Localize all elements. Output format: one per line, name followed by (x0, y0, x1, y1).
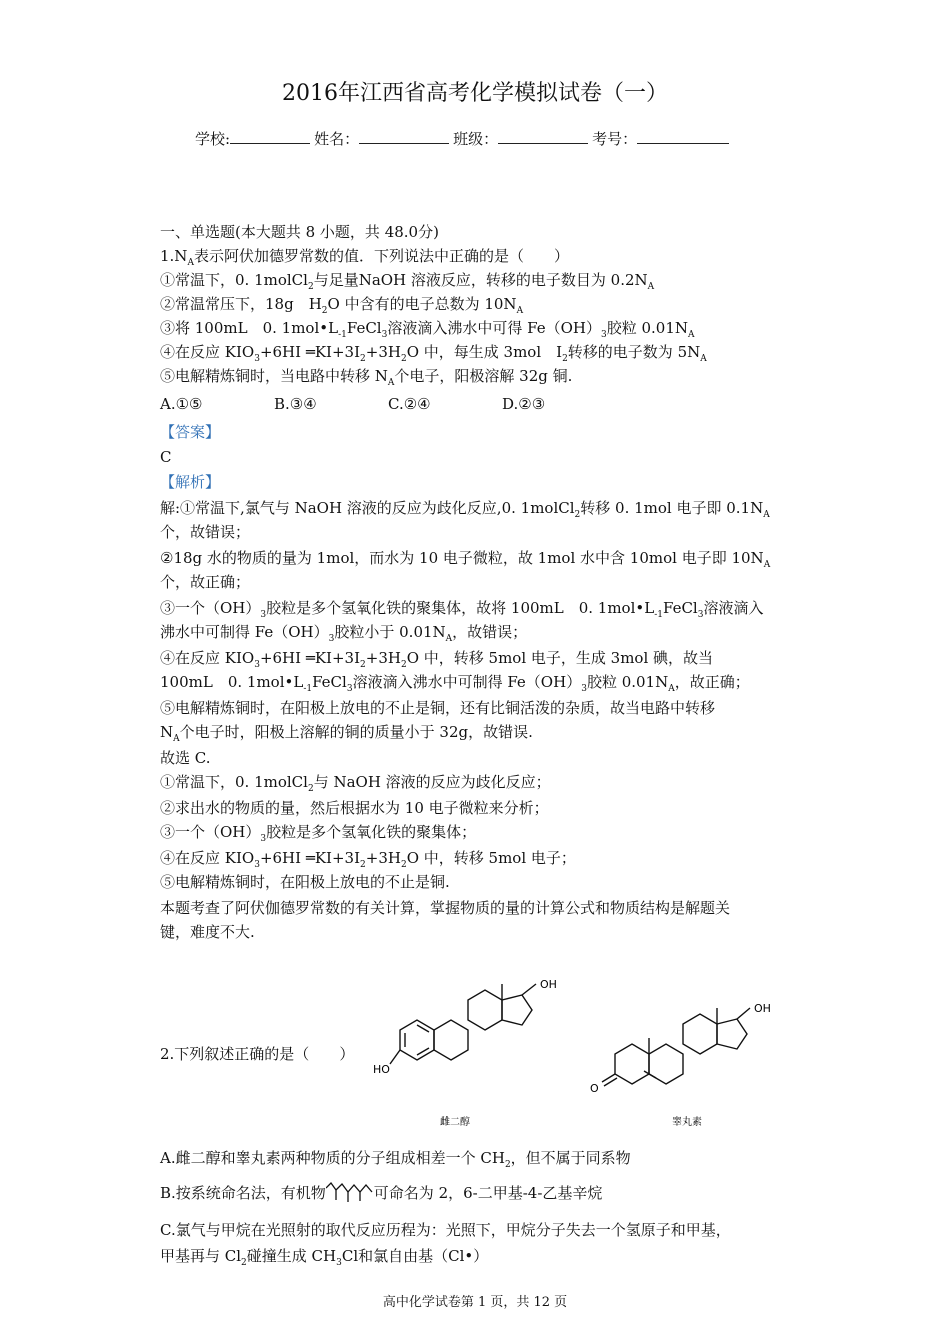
q2-option-c-cont: 甲基再与 $Cl_2$碰撞生成 $CH_3Cl$和氯自由基（Cl•） (160, 1247, 489, 1268)
analysis-line: ③一个$(OH)_3$胶粒是多个氢氧化铁的聚集体； (160, 823, 477, 844)
estradiol-ring-d (502, 995, 532, 1025)
q1-statement-5: ⑤电解精炼铜时，当电路中转移 $N_A$个电子，阳极溶解 32g 铜. (160, 367, 573, 388)
analysis-line: 沸水中可制得 $Fe(OH)_3$胶粒小于 $0.01N_A$，故错误； (160, 623, 528, 644)
analysis-line: ④在反应 $KIO_3+6HI$ $═KI+3I_2+3H_2O$ 中，转移 5mol 电子，生成 3mol 碘，故当 (160, 649, 714, 670)
testosterone-ring-a (615, 1044, 649, 1084)
analysis-line: 键，难度不大. (160, 923, 255, 941)
class-blank (498, 129, 588, 144)
q1-statement-4: ④在反应 $KIO_3+6HI$ $═KI+3I_2+3H_2O$ 中，每生成 3mol $I_2$转移的电子数为 $5N_A$ (160, 343, 707, 364)
o-label: O (590, 1082, 599, 1095)
q1-options (160, 392, 616, 416)
exam-no-blank (637, 129, 729, 144)
answer-value: C (160, 448, 172, 466)
analysis-label: 【解析】 (160, 473, 221, 491)
ho-label: HO (373, 1063, 390, 1076)
analysis-line: ⑤电解精炼铜时，在阳极上放电的不止是铜，还有比铜活泼的杂质，故当电路中转移 (160, 699, 716, 717)
q1-option-c[interactable]: C.②④ (388, 395, 431, 413)
estradiol-name: 雌二醇 (440, 1117, 470, 1128)
analysis-line: ⑤电解精炼铜时，在阳极上放电的不止是铜. (160, 873, 450, 891)
analysis-line: 个，故错误； (160, 523, 251, 541)
q1-statement-2: ②常温常压下，18g $H_2O$ 中含有的电子总数为 $10N_A$ (160, 295, 524, 316)
q1-statement-3: ③将 100mL 0. $1mol•L_{-1}FeCl_3$溶液滴入沸水中可得 $Fe(OH)_3$胶粒 $0.01N_A$ (160, 319, 695, 340)
analysis-line: $N_A$个电子时，阳极上溶解的铜的质量小于 32g，故错误. (160, 723, 533, 744)
analysis-line: ③一个$(OH)_3$胶粒是多个氢氧化铁的聚集体，故将 100mL 0. $1mol•L_{-1}FeCl_3$溶液滴入 (160, 599, 764, 620)
branched-alkane-structure (326, 1180, 374, 1204)
analysis-line: ①常温下，0. 1molCl$_2$与 NaOH 溶液的反应为歧化反应； (160, 773, 551, 794)
q1-option-d[interactable]: D.②③ (502, 395, 546, 413)
answer-label: 【答案】 (160, 423, 221, 441)
exam-no-label: 考号： (592, 130, 638, 148)
q2-option-b[interactable]: B.按系统命名法，有机物 可命名为 2，6-二甲基-4-乙基辛烷 (160, 1180, 602, 1205)
section-heading: 一、单选题(本大题共 8 小题，共 48.0分) (160, 223, 439, 241)
oh-label: OH (754, 1002, 771, 1015)
page-title: 2016年江西省高考化学模拟试卷（一） (282, 81, 668, 106)
testosterone-name: 睾丸素 (672, 1117, 702, 1128)
q2-option-c[interactable]: C.氯气与甲烷在光照射的取代反应历程为：光照下，甲烷分子失去一个氢原子和甲基， (160, 1221, 731, 1239)
analysis-line: ②求出水的物质的量，然后根据水为 10 电子微粒来分析； (160, 799, 549, 817)
analysis-line: 解:①常温下,氯气与 NaOH 溶液的反应为歧化反应,0. 1molCl$_2$转移 0. 1mol 电子即 $0.1N_A$ (160, 499, 770, 520)
q1-option-b[interactable]: B.③④ (274, 395, 317, 413)
steroid-structures-figure (370, 972, 810, 1134)
estradiol-ring-c (468, 990, 502, 1030)
q1-stem: $1.N_A$表示阿伏加德罗常数的值．下列说法中正确的是（ ） (160, 247, 569, 268)
testosterone-ring-d (717, 1019, 747, 1049)
student-info-line (195, 128, 733, 149)
analysis-line: 个，故正确； (160, 573, 251, 591)
page-footer: 高中化学试卷第 1 页，共 12 页 (382, 1295, 568, 1310)
q2-stem: 2.下列叙述正确的是（ ） (160, 1045, 355, 1063)
school-blank (230, 129, 310, 144)
testosterone-ring-c (683, 1014, 717, 1054)
oh-label: OH (540, 978, 557, 991)
analysis-line: ②18g 水的物质的量为 1mol，而水为 10 电子微粒，故 1mol 水中含 10mol 电子即 $10N_A$ (160, 549, 771, 570)
q1-option-a[interactable]: A.①⑤ (160, 395, 203, 413)
name-blank (359, 129, 449, 144)
analysis-line: 本题考查了阿伏伽德罗常数的有关计算，掌握物质的量的计算公式和物质结构是解题关 (160, 899, 731, 917)
school-label: 学校: (195, 130, 231, 148)
analysis-line: ④在反应 $KIO_3+6HI$ $═KI+3I_2+3H_2O$ 中，转移 5mol 电子； (160, 849, 576, 870)
class-label: 班级： (453, 130, 499, 148)
q1-statement-1: ①常温下，0. 1molCl$_2$与足量NaOH 溶液反应，转移的电子数目为 $0.2N_A$ (160, 271, 655, 292)
estradiol-ring-b (434, 1020, 468, 1060)
q2-option-a[interactable]: A.雌二醇和睾丸素两种物质的分子组成相差一个 $CH_2$，但不属于同系物 (160, 1149, 631, 1170)
testosterone-ring-b (649, 1044, 683, 1084)
analysis-line: 故选 C. (160, 749, 211, 767)
name-label: 姓名： (314, 130, 360, 148)
analysis-line: 100mL 0. $1mol•L_{-1}FeCl_3$溶液滴入沸水中可制得 $Fe(OH)_3$胶粒 $0.01N_A$，故正确； (160, 673, 750, 694)
